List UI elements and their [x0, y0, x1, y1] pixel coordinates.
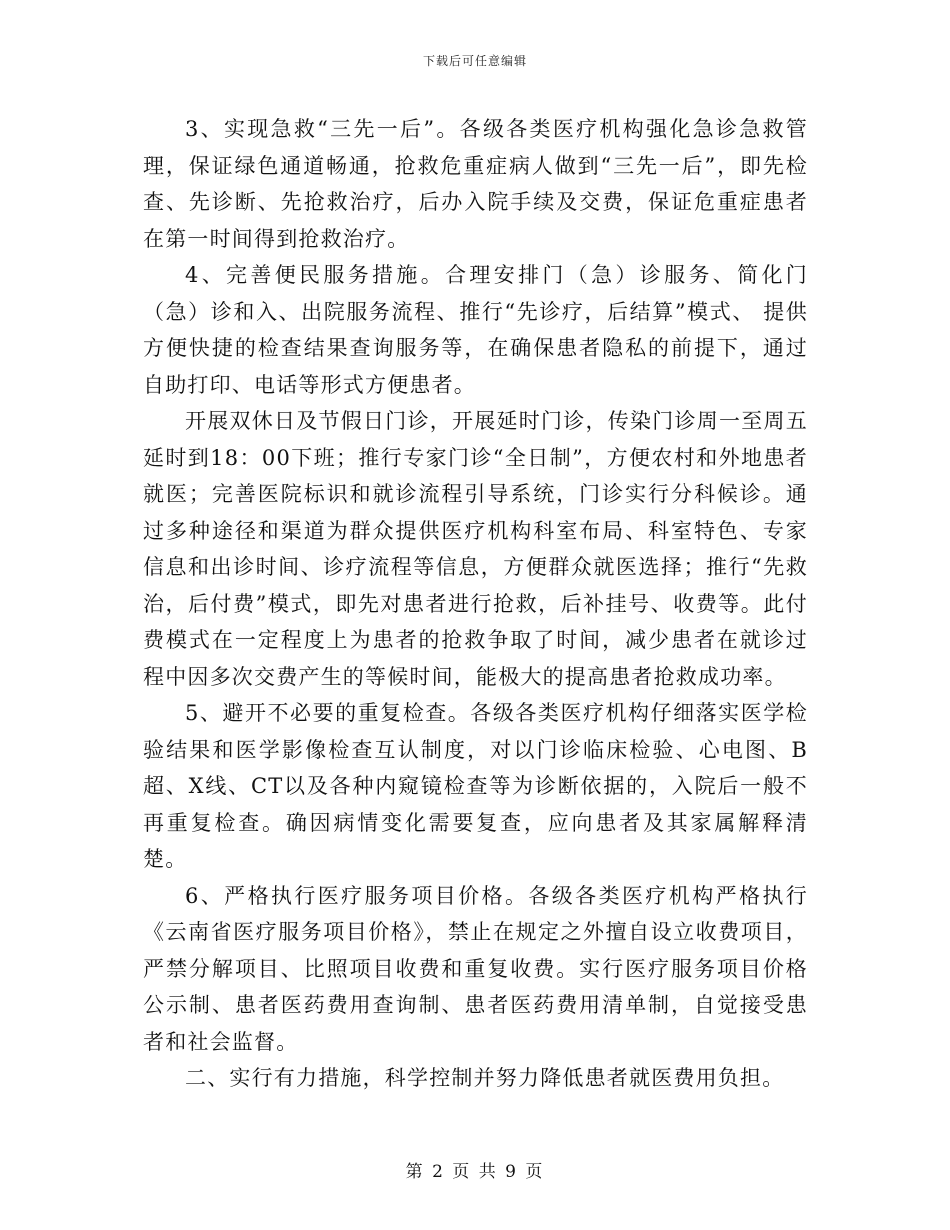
paragraph-2: 4、完善便民服务措施。合理安排门（急）诊服务、简化门（急）诊和入、出院服务流程、推行“先诊疗，后结算”模式、 提供方便快捷的检查结果查询服务等，在确保患者隐私的前提下，通过自助打印、电话等形式方便患者。: [143, 263, 808, 397]
page-number: 第 2 页 共 9 页: [405, 1162, 545, 1182]
paragraph-1: 3、实现急救“三先一后”。各级各类医疗机构强化急诊急救管理，保证绿色通道畅通，抢救危重症病人做到“三先一后”，即先检查、先诊断、先抢救治疗，后办入院手续及交费，保证危重症患者在第一时间得到抢救治疗。: [143, 117, 808, 251]
paragraph-3: 开展双休日及节假日门诊，开展延时门诊，传染门诊周一至周五延时到18：00下班；推行专家门诊“全日制”，方便农村和外地患者就医；完善医院标识和就诊流程引导系统，门诊实行分科候诊。通过多种途径和渠道为群众提供医疗机构科室布局、科室特色、专家信息和出诊时间、诊疗流程等信息，方便群众就医选择；推行“先救治，后付费”模式，即先对患者进行抢救，后补挂号、收费等。此付费模式在一定程度上为患者的抢救争取了时间，减少患者在就诊过程中因多次交费产生的等候时间，能极大的提高患者抢救成功率。: [143, 409, 808, 689]
paragraph-5: 6、严格执行医疗服务项目价格。各级各类医疗机构严格执行《云南省医疗服务项目价格》，禁止在规定之外擅自设立收费项目，严禁分解项目、比照项目收费和重复收费。实行医疗服务项目价格公示制、患者医药费用查询制、患者医药费用清单制，自觉接受患者和社会监督。: [143, 883, 808, 1054]
page-header: 下载后可任意编辑: [422, 54, 527, 68]
document-body: [143, 111, 808, 1097]
paragraph-4: 5、避开不必要的重复检查。各级各类医疗机构仔细落实医学检验结果和医学影像检查互认制度，对以门诊临床检验、心电图、B超、X线、CT以及各种内窥镜检查等为诊断依据的，入院后一般不再重复检查。确因病情变化需要复查，应向患者及其家属解释清楚。: [143, 701, 808, 871]
paragraph-6: 二、实行有力措施，科学控制并努力降低患者就医费用负担。: [185, 1066, 785, 1090]
